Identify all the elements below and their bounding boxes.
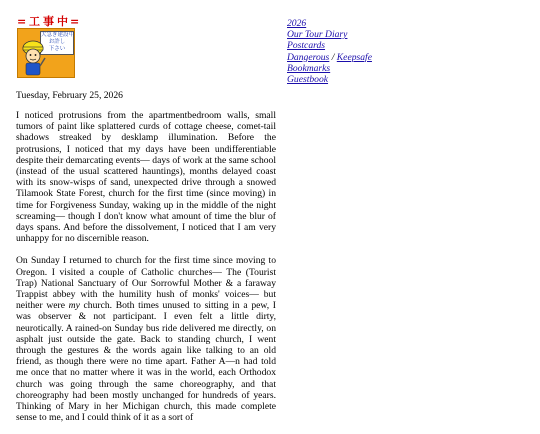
under-construction-logo: [16, 16, 78, 78]
logo-char: =: [70, 15, 80, 28]
post-date: Tuesday, February 25, 2026: [16, 90, 123, 101]
nav-link-postcards[interactable]: Postcards: [287, 40, 326, 52]
nav-link-keepsafe[interactable]: Keepsafe: [336, 51, 372, 63]
post-body: [16, 110, 276, 434]
logo-header: [16, 16, 78, 28]
paragraph-text: church. Both times unused to sitting in a pew, I was observer & not participant. I even felt a little dirty, neurotically. A rained-on Sunday bus ride delivered me directly, on asphalt just outside the gate. Back to standing church, I went through the gestures & the words again like talking to an old friend, as though there were no time apart. Father A—n had told me once that no matter where it was in the world, each Orthodox church was going through the same choreography, and that choreography had been mostly unchanged for hundreds of years. Thinking of Mary in her Michigan church, this made complete sense to me, and I could think of it as a sort of: [16, 300, 276, 424]
logo-char: 中: [57, 15, 68, 28]
logo-char: 事: [43, 15, 54, 28]
nav-separator: /: [331, 51, 335, 63]
emphasis-text: my: [68, 300, 80, 312]
logo-background: [17, 28, 75, 78]
construction-worker-icon: [20, 39, 46, 77]
post-paragraph: I noticed protrusions from the apartmentbedroom walls, small tumors of paint like splattered curds of cottage cheese, comet-tail shadows streaked by desklamp illumination. Before the protrusions, I noticed that my days have been undifferentiable despite their demarcating events— days of work at the same school (instead of the usual scattered hauntings), months delayed coast with its snow-wisps of sand, unexpected drive through a snowed Tilamook State Forest, church for the first time (since moving) in time for Forgiveness Sunday, waking up in the middle of the night screaming— though I don't know what amount of time the blur of days spans. And before the dissolvement, I noticed that I am very unhappy for no discernible reason.: [16, 110, 276, 245]
post-paragraph: [16, 255, 276, 423]
nav-link-bookmarks[interactable]: Bookmarks: [287, 62, 331, 74]
nav-link-guestbook[interactable]: Guestbook: [287, 74, 329, 86]
logo-sign-line: お許し: [48, 39, 66, 45]
logo-sign-line: 大急ぎ建設中: [41, 32, 75, 38]
nav-link-dangerous[interactable]: Dangerous: [287, 51, 330, 63]
logo-char: 工: [29, 15, 40, 28]
site-nav: [287, 18, 372, 85]
logo-char: =: [17, 15, 27, 28]
nav-link-tour-diary[interactable]: Our Tour Diary: [287, 29, 348, 41]
nav-link-2026[interactable]: 2026: [287, 18, 307, 29]
logo-sign-line: 下さい: [48, 46, 66, 52]
paragraph-text: On Sunday I returned to church for the first time since moving to Oregon. I visited a couple of Catholic churches— The (Tourist Trap) National Sanctuary of Our Sorrowful Mother & a faraway Trappist abbey with the humility hush of monks' voices— but neither were: [16, 255, 276, 312]
